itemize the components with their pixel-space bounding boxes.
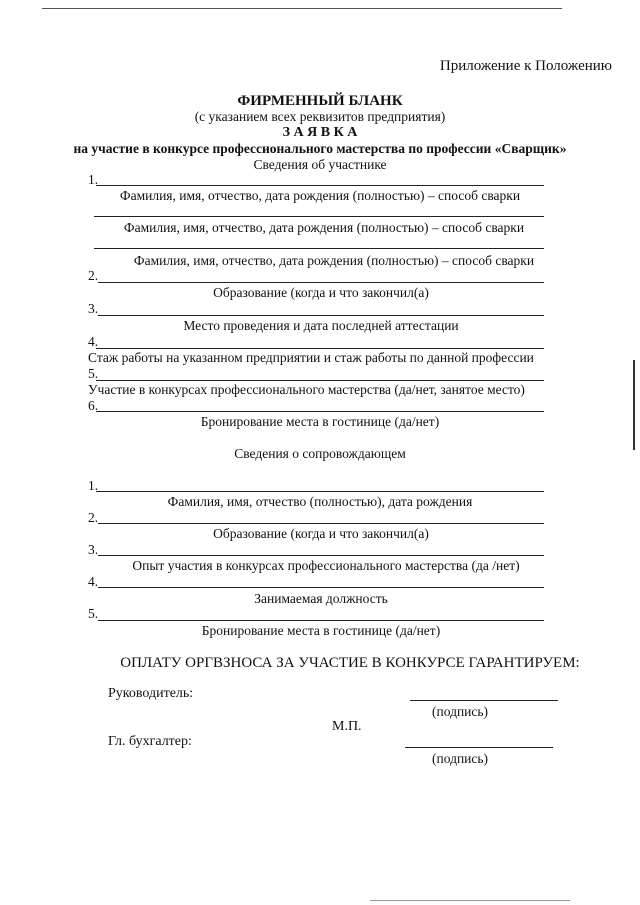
- field-number: 1.: [88, 478, 99, 493]
- scan-bottom-mark: [370, 900, 570, 901]
- field-number: 4.: [88, 574, 99, 589]
- participant-section-title: Сведения об участнике: [253, 157, 387, 172]
- scan-edge-mark: [633, 360, 635, 450]
- participant-experience-line[interactable]: [96, 348, 544, 349]
- escort-section-title: Сведения о сопровождающем: [234, 446, 406, 461]
- field-number: 3.: [88, 542, 99, 557]
- escort-hotel-line[interactable]: [98, 620, 544, 621]
- participant-name-line-3[interactable]: [94, 248, 544, 249]
- field-number: 1.: [88, 172, 99, 187]
- escort-education-line[interactable]: [98, 523, 544, 524]
- signature-caption: (подпись): [432, 751, 489, 766]
- escort-position-line[interactable]: [98, 587, 544, 588]
- document-subtitle: на участие в конкурсе профессионального мастерства по профессии «Сварщик»: [73, 141, 567, 156]
- payment-guarantee: ОПЛАТУ ОРГВЗНОСА ЗА УЧАСТИЕ В КОНКУРСЕ ГАРАНТИРУЕМ:: [120, 655, 580, 671]
- field-number: 4.: [88, 334, 99, 349]
- field-number: 6.: [88, 398, 99, 413]
- field-caption: Бронирование места в гостинице (да/нет): [200, 414, 440, 429]
- accountant-signature-line[interactable]: [405, 747, 553, 748]
- company-form-note: (с указанием всех реквизитов предприятия): [194, 109, 446, 124]
- field-caption: Фамилия, имя, отчество (полностью), дата рождения: [167, 494, 473, 509]
- scan-edge-line: [42, 8, 562, 9]
- field-number: 2.: [88, 268, 99, 283]
- participant-contests-line[interactable]: [96, 380, 544, 381]
- escort-experience-line[interactable]: [98, 555, 544, 556]
- appendix-note: Приложение к Положению: [439, 58, 612, 74]
- accountant-label: Гл. бухгалтер:: [108, 734, 192, 749]
- field-number: 5.: [88, 606, 99, 621]
- field-number: 2.: [88, 510, 99, 525]
- field-caption: Образование (когда и что закончил(а): [213, 526, 429, 541]
- field-caption: Бронирование места в гостинице (да/нет): [201, 623, 441, 638]
- field-caption: Стаж работы на указанном предприятии и стаж работы по данной профессии: [88, 350, 534, 365]
- field-caption: Фамилия, имя, отчество, дата рождения (полностью) – способ сварки: [123, 220, 525, 235]
- signature-caption: (подпись): [432, 704, 489, 719]
- document-title: З А Я В К А: [282, 125, 358, 140]
- company-form-heading: ФИРМЕННЫЙ БЛАНК: [237, 93, 403, 109]
- field-caption: Образование (когда и что закончил(а): [213, 285, 429, 300]
- participant-name-line-2[interactable]: [94, 216, 544, 217]
- director-signature-line[interactable]: [410, 700, 558, 701]
- escort-name-line[interactable]: [96, 491, 544, 492]
- field-number: 5.: [88, 366, 99, 381]
- field-caption: Участие в конкурсах профессионального мастерства (да/нет, занятое место): [88, 382, 525, 397]
- director-label: Руководитель:: [108, 686, 194, 701]
- participant-name-line-1[interactable]: [96, 185, 544, 186]
- participant-education-line[interactable]: [98, 282, 544, 283]
- stamp-placeholder: М.П.: [332, 719, 362, 734]
- field-caption: Занимаемая должность: [254, 591, 388, 606]
- participant-hotel-line[interactable]: [96, 411, 544, 412]
- field-caption: Фамилия, имя, отчество, дата рождения (полностью) – способ сварки: [119, 188, 521, 203]
- field-number: 3.: [88, 301, 99, 316]
- field-caption: Фамилия, имя, отчество, дата рождения (полностью) – способ сварки: [133, 253, 535, 268]
- field-caption: Место проведения и дата последней аттестации: [183, 318, 459, 333]
- participant-attestation-line[interactable]: [98, 315, 544, 316]
- field-caption: Опыт участия в конкурсах профессионального мастерства (да /нет): [132, 558, 520, 573]
